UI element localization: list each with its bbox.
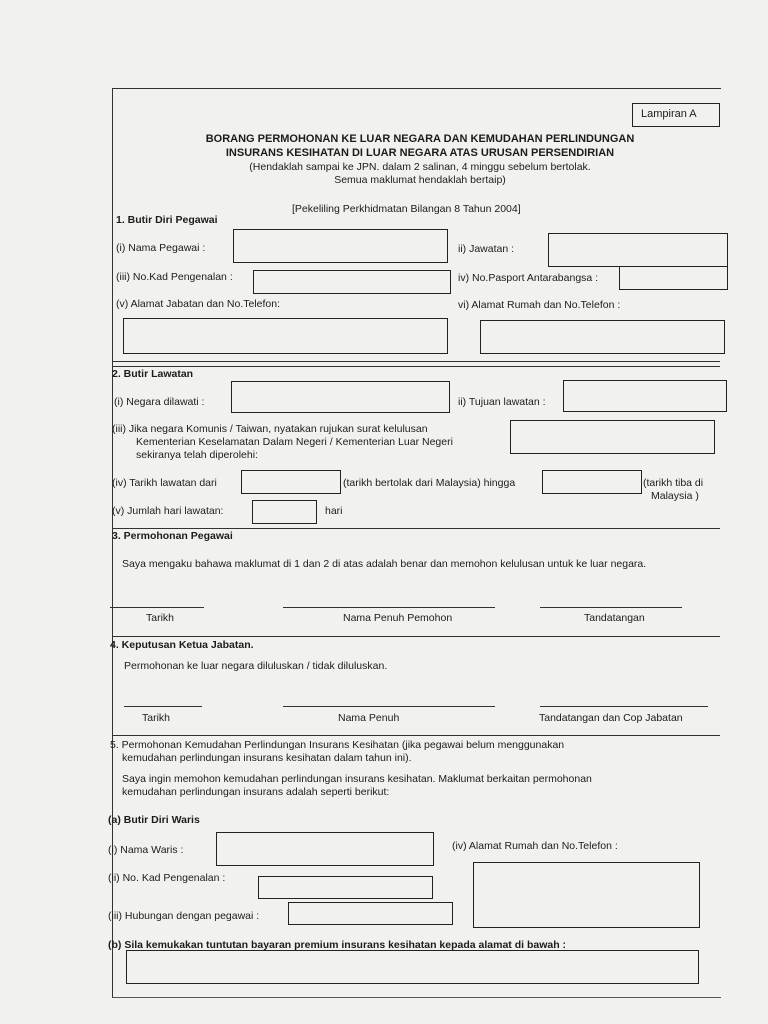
officer-name-field[interactable] (233, 229, 448, 263)
form-title-line2: INSURANS KESIHATAN DI LUAR NEGARA ATAS URUSAN PERSENDIRIAN (225, 147, 615, 159)
section3-heading: 3. Permohonan Pegawai (112, 530, 233, 542)
form-note-line1: (Hendaklah sampai ke JPN. dalam 2 salinan, 4 minggu sebelum bertolak. (249, 161, 591, 173)
country-field[interactable] (231, 381, 450, 413)
officer-name-label: (i) Nama Pegawai : (116, 242, 206, 254)
premium-claim-heading: (b) Sila kemukakan tuntutan bayaran premium insurans kesihatan kepada alamat di bawah : (108, 939, 567, 951)
form-note-line2: Semua maklumat hendaklah bertaip) (334, 174, 506, 186)
purpose-label: ii) Tujuan lawatan : (458, 396, 546, 408)
section4-heading: 4. Keputusan Ketua Jabatan. (110, 639, 254, 651)
heir-name-label: (i) Nama Waris : (108, 844, 184, 856)
divider-4 (112, 735, 720, 736)
arrival-note-line2: Malaysia ) (651, 490, 699, 502)
section2-heading: 2. Butir Lawatan (112, 368, 194, 380)
home-address-field[interactable] (480, 320, 725, 354)
heir-details-heading: (a) Butir Diri Waris (108, 814, 200, 826)
signature-caption: Tandatangan (584, 612, 645, 624)
ic-label: (iii) No.Kad Pengenalan : (116, 271, 233, 283)
applicant-name-signature-line (283, 607, 495, 608)
divider-3 (112, 636, 720, 637)
section5-heading-line1: 5. Permohonan Kemudahan Perlindungan Insurans Kesihatan (jika pegawai belum menggunakan (110, 739, 565, 751)
ic-field[interactable] (253, 270, 451, 294)
arrival-date-field[interactable] (542, 470, 642, 494)
days-unit: hari (325, 505, 343, 517)
divider-2 (112, 528, 720, 529)
head-decision-statement: Permohonan ke luar negara diluluskan / tidak diluluskan. (124, 660, 388, 672)
departure-date-field[interactable] (241, 470, 341, 494)
circular-reference: [Pekeliling Perkhidmatan Bilangan 8 Tahun 2004] (292, 203, 521, 215)
home-address-label: vi) Alamat Rumah dan No.Telefon : (458, 299, 621, 311)
applicant-name-caption: Nama Penuh Pemohon (343, 612, 453, 624)
date-caption: Tarikh (146, 612, 175, 624)
form-title-line1: BORANG PERMOHONAN KE LUAR NEGARA DAN KEMUDAHAN PERLINDUNGAN (205, 133, 635, 145)
heir-ic-label: (ii) No. Kad Pengenalan : (108, 872, 226, 884)
lampiran-box (632, 103, 720, 127)
heir-ic-field[interactable] (258, 876, 433, 899)
head-date-caption: Tarikh (142, 712, 171, 724)
claim-address-field[interactable] (126, 950, 699, 984)
passport-label: iv) No.Pasport Antarabangsa : (458, 272, 599, 284)
head-name-caption: Nama Penuh (338, 712, 400, 724)
arrival-note-line1: (tarikh tiba di (643, 477, 704, 489)
approval-reference-field[interactable] (510, 420, 715, 454)
communist-country-note-line1: (iii) Jika negara Komunis / Taiwan, nyatakan rujukan surat kelulusan (112, 423, 428, 435)
passport-field[interactable] (619, 266, 728, 290)
heir-address-label: (iv) Alamat Rumah dan No.Telefon : (452, 840, 618, 852)
insurance-request-line1: Saya ingin memohon kemudahan perlindungan insurans kesihatan. Maklumat berkaitan permohonan (122, 773, 592, 785)
departure-note: (tarikh bertolak dari Malaysia) hingga (343, 477, 516, 489)
visit-days-label: (v) Jumlah hari lawatan: (112, 505, 224, 517)
heir-name-field[interactable] (216, 832, 434, 866)
section5-heading-line2: kemudahan perlindungan insurans kesihatan dalam tahun ini). (122, 752, 412, 764)
head-signature-caption: Tandatangan dan Cop Jabatan (539, 712, 683, 724)
date-signature-line (110, 607, 204, 608)
divider-1a (112, 361, 720, 362)
communist-country-note-line3: sekiranya telah diperolehi: (136, 449, 258, 461)
office-address-label: (v) Alamat Jabatan dan No.Telefon: (116, 298, 281, 310)
signature-line (540, 607, 682, 608)
heir-address-field[interactable] (473, 862, 700, 928)
post-label: ii) Jawatan : (458, 243, 515, 255)
office-address-field[interactable] (123, 318, 448, 354)
lampiran-label: Lampiran A (641, 108, 697, 120)
head-signature-line (540, 706, 708, 707)
relationship-field[interactable] (288, 902, 453, 925)
country-label: (i) Negara dilawati : (114, 396, 205, 408)
insurance-request-line2: kemudahan perlindungan insurans adalah seperti berikut: (122, 786, 390, 798)
relationship-label: (iii) Hubungan dengan pegawai : (108, 910, 260, 922)
section1-heading: 1. Butir Diri Pegawai (116, 214, 218, 226)
divider-1b (112, 366, 720, 367)
communist-country-note-line2: Kementerian Keselamatan Dalam Negeri / Kementerian Luar Negeri (136, 436, 453, 448)
visit-days-field[interactable] (252, 500, 317, 524)
officer-declaration: Saya mengaku bahawa maklumat di 1 dan 2 di atas adalah benar dan memohon kelulusan untuk ke luar negara. (122, 558, 647, 570)
head-date-line (124, 706, 202, 707)
visit-date-from-label: (iv) Tarikh lawatan dari (112, 477, 217, 489)
head-name-line (283, 706, 495, 707)
post-field[interactable] (548, 233, 728, 267)
purpose-field[interactable] (563, 380, 727, 412)
